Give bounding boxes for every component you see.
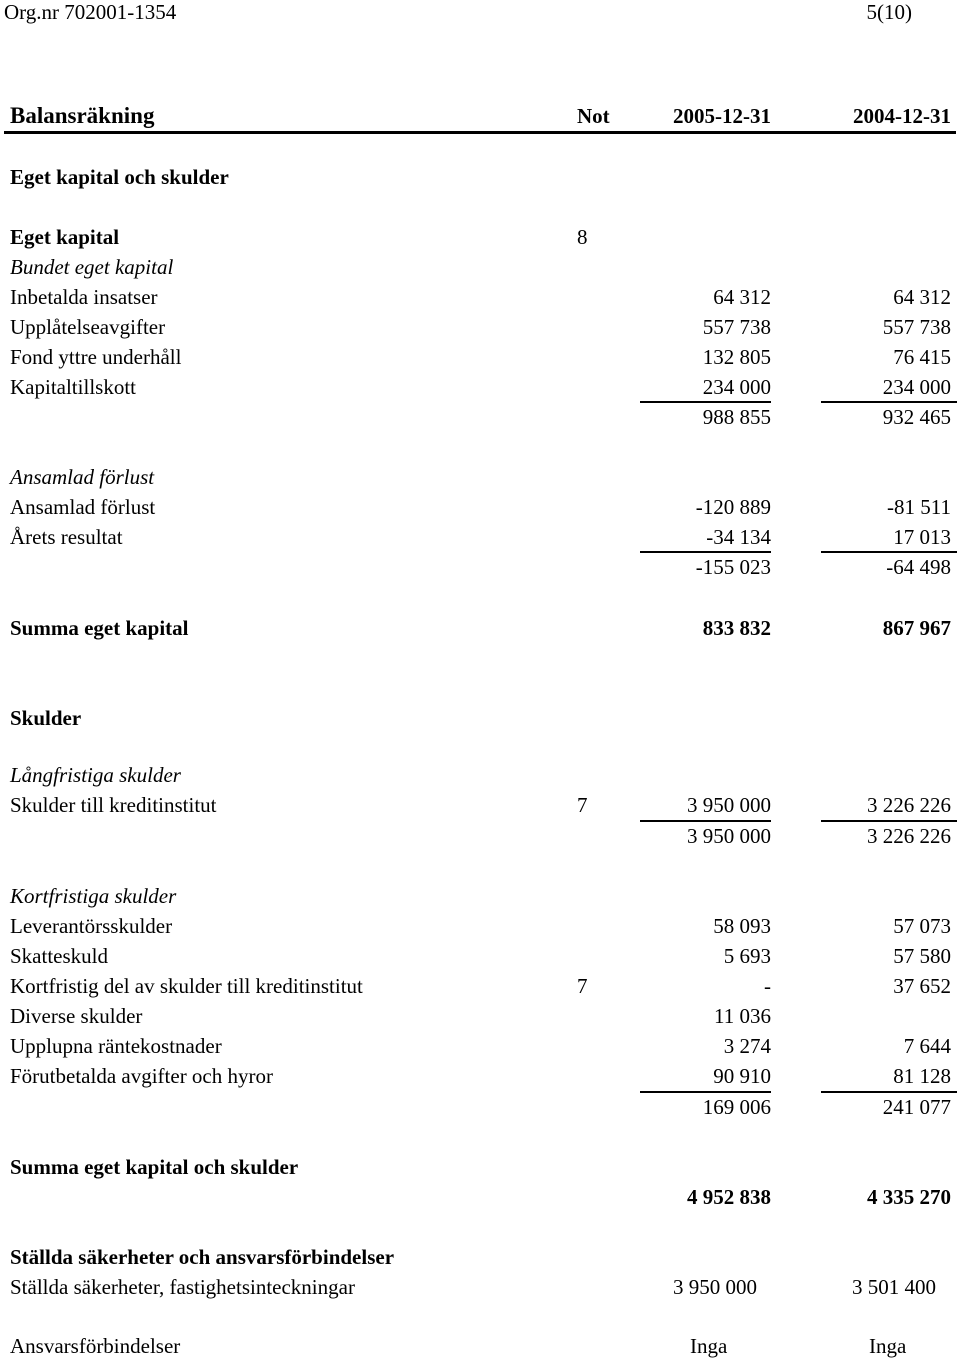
row-label: Leverantörsskulder [10,914,173,938]
row-value-2005: 3 274 [723,1034,771,1058]
row-label: Skulder till kreditinstitut [10,793,217,817]
column-header-year2: 2004-12-31 [853,104,951,128]
subtotal-value-2004: 3 226 226 [867,824,951,848]
bound-equity-title: Bundet eget kapital [10,255,174,279]
row-value-2004: 64 312 [893,285,951,309]
org-number: Org.nr 702001-1354 [4,0,177,24]
subtotal-rule [821,1091,957,1093]
equity-title: Eget kapital [10,225,120,249]
grand-total-2005: 4 952 838 [687,1185,771,1209]
subtotal-value-2005: 988 855 [702,405,771,429]
subtotal-rule [640,551,771,553]
row-value-2004: 557 738 [882,315,951,339]
subtotal-rule [821,551,957,553]
liabilities-title: Skulder [10,706,82,730]
row-label: Ansamlad förlust [10,495,156,519]
grand-total-2004: 4 335 270 [867,1185,951,1209]
page-title: Balansräkning [10,103,155,128]
subtotal-value-2005: 169 006 [702,1095,771,1119]
page-number: 5(10) [866,0,912,24]
row-value-2005: 58 093 [713,914,771,938]
row-label: Kortfristig del av skulder till kreditinstitut [10,974,363,998]
row-label: Skatteskuld [10,944,108,968]
row-label: Årets resultat [10,525,123,549]
equity-sum-2004: 867 967 [882,616,951,640]
row-label: Diverse skulder [10,1004,143,1028]
row-value-2004: 234 000 [882,375,951,399]
header-divider [4,131,956,134]
subtotal-rule [640,820,771,822]
row-value-2004: 76 415 [893,345,951,369]
pledged-value-2004: 3 501 400 [852,1275,936,1299]
row-value-2004: 37 652 [893,974,951,998]
row-note: 7 [577,793,588,817]
equity-sum-2005: 833 832 [702,616,771,640]
grand-total-label: Summa eget kapital och skulder [10,1155,299,1179]
subtotal-value-2004: -64 498 [886,555,951,579]
row-label: Förutbetalda avgifter och hyror [10,1064,273,1088]
subtotal-rule [821,401,957,403]
column-header-not: Not [577,104,610,128]
accumulated-loss-title: Ansamlad förlust [10,465,155,489]
row-label: Fond yttre underhåll [10,345,182,369]
row-label: Upplåtelseavgifter [10,315,166,339]
short-term-title: Kortfristiga skulder [10,884,177,908]
row-value-2005: 11 036 [714,1004,771,1028]
pledged-label: Ställda säkerheter, fastighetsinteckningar [10,1275,355,1299]
row-label: Upplupna räntekostnader [10,1034,222,1058]
row-value-2004: 57 073 [893,914,951,938]
row-value-2005: 5 693 [723,944,771,968]
row-value-2005: -120 889 [695,495,771,519]
subtotal-value-2004: 932 465 [882,405,951,429]
contingent-label: Ansvarsförbindelser [10,1334,181,1358]
pledged-title: Ställda säkerheter och ansvarsförbindelser [10,1245,395,1269]
row-value-2004: 81 128 [893,1064,951,1088]
row-value-2004: 17 013 [893,525,951,549]
subtotal-rule [640,1091,771,1093]
long-term-title: Långfristiga skulder [10,763,181,787]
row-value-2004: 57 580 [893,944,951,968]
section-title: Eget kapital och skulder [10,165,229,189]
row-value-2005: - [764,974,771,998]
row-value-2005: 234 000 [702,375,771,399]
subtotal-rule [640,401,771,403]
row-note: 7 [577,974,588,998]
row-value-2004: 3 226 226 [867,793,951,817]
row-value-2005: 557 738 [702,315,771,339]
pledged-value-2005: 3 950 000 [673,1275,757,1299]
contingent-value-2005: Inga [690,1334,728,1358]
contingent-value-2004: Inga [869,1334,907,1358]
row-value-2004: 7 644 [903,1034,951,1058]
row-value-2004: -81 511 [887,495,951,519]
equity-note: 8 [577,225,588,249]
row-value-2005: 132 805 [702,345,771,369]
column-header-year1: 2005-12-31 [673,104,771,128]
row-label: Kapitaltillskott [10,375,136,399]
subtotal-rule [821,820,957,822]
subtotal-value-2005: 3 950 000 [687,824,771,848]
row-label: Inbetalda insatser [10,285,158,309]
row-value-2005: 90 910 [713,1064,771,1088]
row-value-2005: -34 134 [706,525,771,549]
equity-sum-label: Summa eget kapital [10,616,189,640]
subtotal-value-2005: -155 023 [695,555,771,579]
row-value-2005: 64 312 [713,285,771,309]
subtotal-value-2004: 241 077 [882,1095,951,1119]
row-value-2005: 3 950 000 [687,793,771,817]
